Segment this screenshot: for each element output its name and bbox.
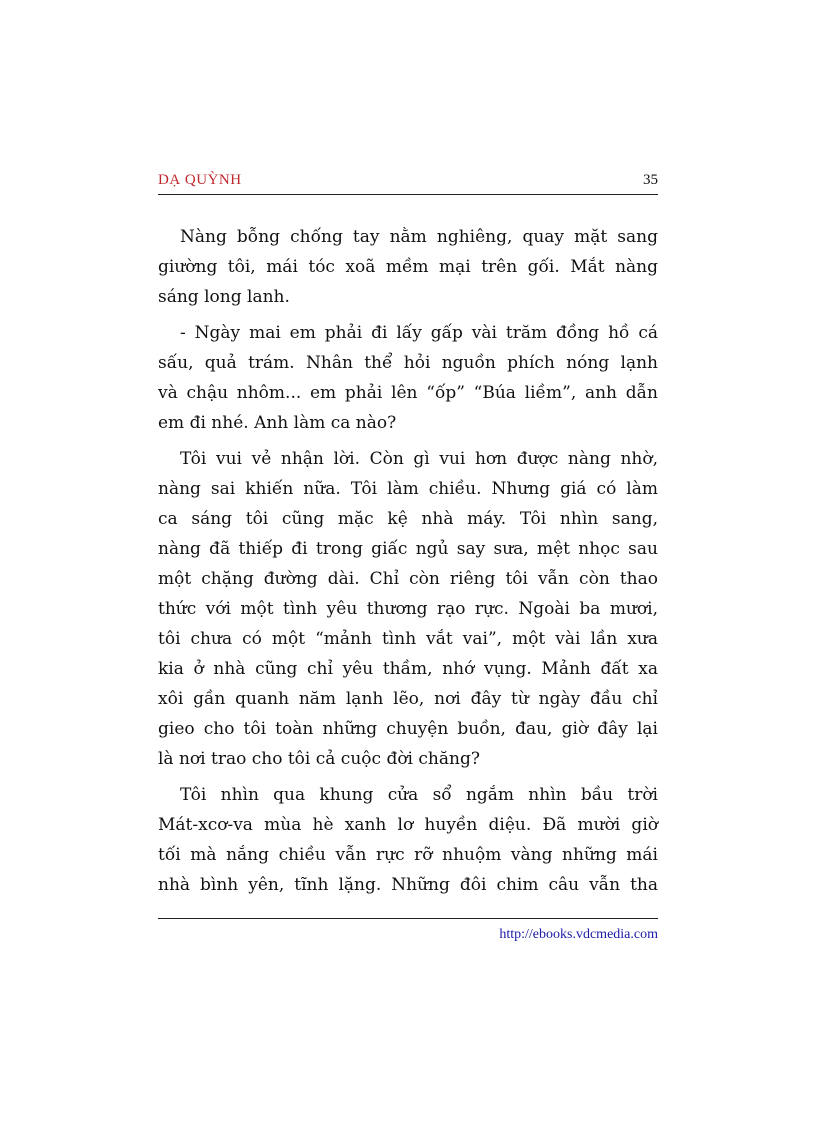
text-line: em đi nhé. Anh làm ca nào? (158, 413, 397, 433)
paragraph-2 (158, 318, 658, 438)
text-line: một chặng đường dài. Chỉ còn riêng tôi vẫn còn thao (158, 569, 658, 589)
footer-divider (158, 918, 658, 919)
text-line: nhà bình yên, tĩnh lặng. Những đôi chim câu vẫn tha (158, 875, 658, 895)
text-line: sáng long lanh. (158, 287, 290, 307)
text-line: Tôi vui vẻ nhận lời. Còn gì vui hơn được nàng nhờ, (180, 449, 658, 469)
body-text (158, 222, 658, 906)
paragraph-3 (158, 444, 658, 774)
footer-url-link[interactable]: http://ebooks.vdcmedia.com (499, 927, 658, 942)
page-number: 35 (643, 172, 658, 188)
paragraph-1 (158, 222, 658, 312)
text-line: giường tôi, mái tóc xoã mềm mại trên gối. Mắt nàng (158, 257, 658, 277)
text-line: nàng sai khiến nữa. Tôi làm chiều. Nhưng giá có làm (158, 479, 658, 499)
text-line: ca sáng tôi cũng mặc kệ nhà máy. Tôi nhìn sang, (158, 509, 658, 529)
text-line: Mát-xcơ-va mùa hè xanh lơ huyền diệu. Đã mười giờ (158, 815, 658, 835)
paragraph-4 (158, 780, 658, 900)
text-line: Tôi nhìn qua khung cửa sổ ngắm nhìn bầu trời (180, 785, 658, 805)
text-line: tôi chưa có một “mảnh tình vắt vai”, một vài lần xưa (158, 629, 658, 649)
text-line: và chậu nhôm... em phải lên “ốp” “Búa liềm”, anh dẫn (158, 383, 658, 403)
text-line: là nơi trao cho tôi cả cuộc đời chăng? (158, 749, 480, 769)
running-header (158, 172, 658, 195)
text-line: - Ngày mai em phải đi lấy gấp vài trăm đồng hồ cá (180, 323, 658, 343)
text-line: gieo cho tôi toàn những chuyện buồn, đau, giờ đây lại (158, 719, 658, 739)
text-line: xôi gần quanh năm lạnh lẽo, nơi đây từ ngày đầu chỉ (158, 689, 658, 709)
header-author: DẠ QUỲNH (158, 172, 242, 188)
text-line: tối mà nắng chiều vẫn rực rỡ nhuộm vàng những mái (158, 845, 658, 865)
text-line: sấu, quả trám. Nhân thể hỏi nguồn phích nóng lạnh (158, 353, 658, 373)
text-line: kia ở nhà cũng chỉ yêu thầm, nhớ vụng. Mảnh đất xa (158, 659, 658, 679)
text-line: nàng đã thiếp đi trong giấc ngủ say sưa, mệt nhọc sau (158, 539, 658, 559)
text-line: thức với một tình yêu thương rạo rực. Ngoài ba mươi, (158, 599, 658, 619)
text-line: Nàng bỗng chống tay nằm nghiêng, quay mặt sang (180, 227, 658, 247)
